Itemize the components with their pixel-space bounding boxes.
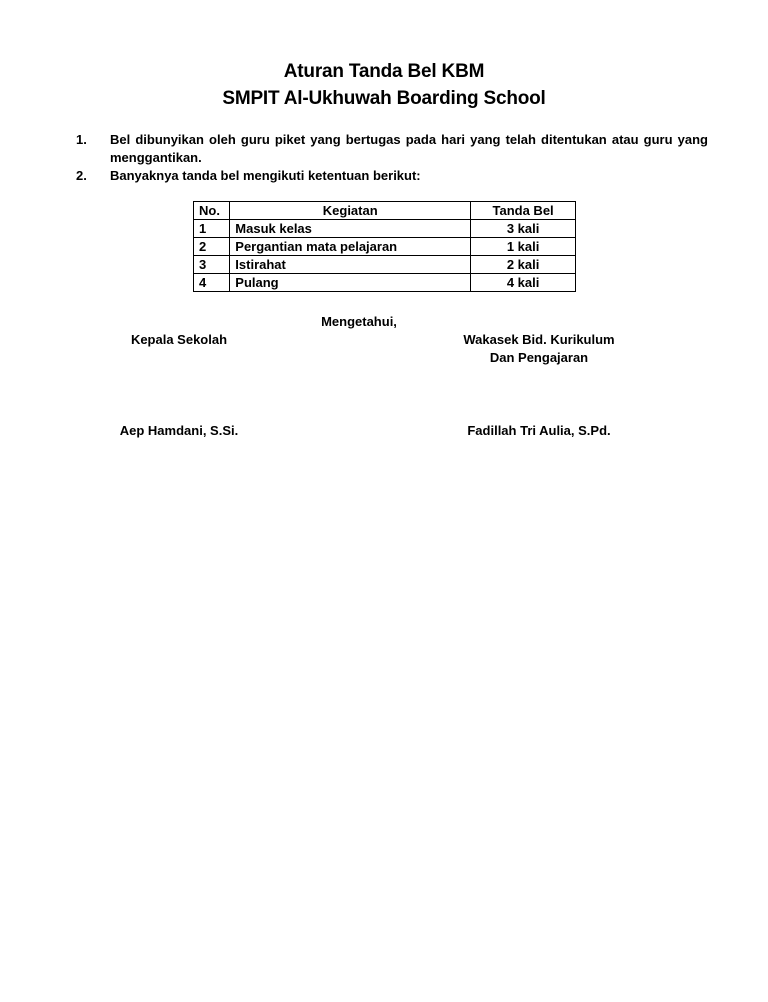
cell-no: 4: [194, 274, 230, 292]
cell-tanda-bel: 1 kali: [471, 238, 576, 256]
vice-principal-name: Fadillah Tri Aulia, S.Pd.: [467, 423, 611, 438]
table-row: [194, 256, 576, 274]
header-tanda-bel: Tanda Bel: [471, 202, 576, 220]
header-no: No.: [194, 202, 230, 220]
cell-kegiatan: Pergantian mata pelajaran: [230, 238, 471, 256]
vice-principal-title-line1: Wakasek Bid. Kurikulum: [463, 332, 615, 347]
cell-tanda-bel: 2 kali: [471, 256, 576, 274]
cell-no: 2: [194, 238, 230, 256]
principal-title: Kepala Sekolah: [130, 332, 228, 347]
rule-text: Bel dibunyikan oleh guru piket yang bertugas pada hari yang telah ditentukan atau guru yang menggantikan.: [110, 132, 708, 165]
bell-schedule-table: [193, 201, 576, 292]
header-kegiatan: Kegiatan: [230, 202, 471, 220]
cell-tanda-bel: 4 kali: [471, 274, 576, 292]
document-title: Aturan Tanda Bel KBM: [283, 61, 485, 82]
table-header-row: [194, 202, 576, 220]
principal-name: Aep Hamdani, S.Si.: [119, 423, 239, 438]
rule-number: 2.: [76, 168, 87, 183]
cell-kegiatan: Istirahat: [230, 256, 471, 274]
table-row: [194, 274, 576, 292]
cell-no: 3: [194, 256, 230, 274]
cell-tanda-bel: 3 kali: [471, 220, 576, 238]
table-row: [194, 238, 576, 256]
rule-text: Banyaknya tanda bel mengikuti ketentuan berikut:: [110, 168, 421, 183]
acknowledgement-label: Mengetahui,: [321, 314, 397, 329]
cell-no: 1: [194, 220, 230, 238]
cell-kegiatan: Pulang: [230, 274, 471, 292]
school-name: SMPIT Al-Ukhuwah Boarding School: [222, 88, 546, 109]
vice-principal-title-line2: Dan Pengajaran: [489, 350, 589, 365]
rule-number: 1.: [76, 132, 87, 147]
cell-kegiatan: Masuk kelas: [230, 220, 471, 238]
table-row: [194, 220, 576, 238]
vice-principal-title: [439, 331, 639, 367]
